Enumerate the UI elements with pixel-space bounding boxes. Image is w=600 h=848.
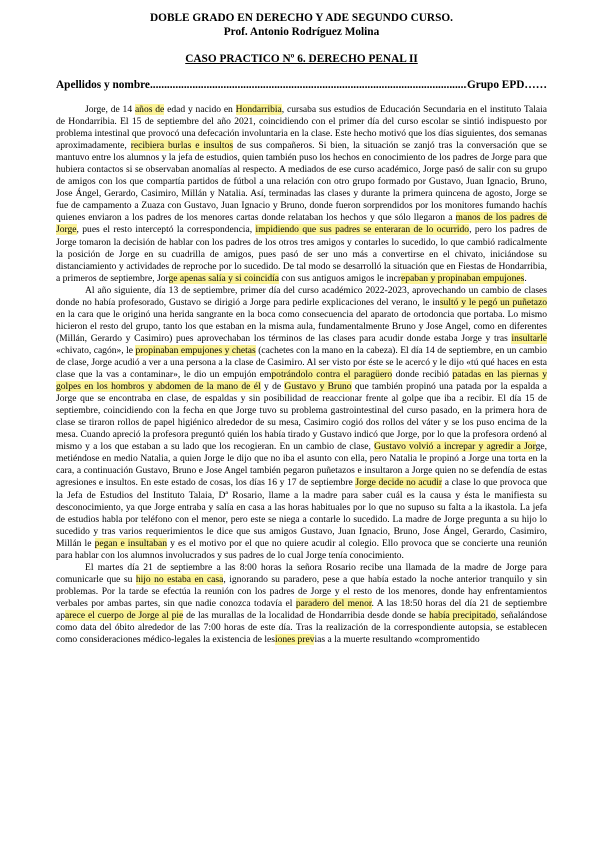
text-run: y es el motivo por el que no quiere acudir al colegio. Ello provoca que se concierte una reunión para hablar con los alumnos involucrados y sus padres de lo cual Jorge tenía conocimiento. <box>56 537 547 561</box>
highlighted-text: propinaban empujones y chetas <box>135 344 256 356</box>
highlighted-text: epaban y propinaban empujones <box>401 272 525 284</box>
text-run: . A las 18:50 horas del día 21 de septiembre ap <box>56 597 547 621</box>
text-run: edad y nacido en <box>164 104 236 115</box>
professor-name: Prof. Antonio Rodríguez Molina <box>223 25 380 38</box>
highlighted-text: recibiera burlas e insultos <box>130 140 234 152</box>
body-paragraph <box>56 104 547 285</box>
highlighted-text: insultarle <box>511 332 547 344</box>
case-body <box>56 104 547 646</box>
body-paragraph <box>56 562 547 646</box>
highlighted-text: manos de los padres de Jorge <box>56 212 547 236</box>
highlighted-text: Hondarribia <box>235 104 282 115</box>
course-title: DOBLE GRADO EN DERECHO Y ADE SEGUNDO CURSO. <box>150 12 453 24</box>
highlighted-text: iones prev <box>274 634 315 646</box>
body-paragraph <box>56 285 547 562</box>
text-run: de sus compañeros. Si bien, la situación se zanjó tras la conversación que se mantuvo entre los alumnos y la jefa de estudios, quien también puso los hechos en conocimiento de los padres de Jorge para que hubiera contactos si se observaban anomalías al respecto. A mediados de ese curso académico, Jorge pasó de salir con su grupo de amigos con los que compartía partidos de fútbol a una relación con otro grupo formado por Gustavo, Juan Ignacio, Bruno, Jose Ángel, Gerardo, Casimiro, Millán y Natalia. Así, terminadas las clases y durante la primera quincena de agosto, Jorge se fue de campamento a Zuaza con Gustavo, Juan Ignacio y Bruno, donde fueron sorprendidos por los monitores fumando hachís quienes enviaron a los padres de los menores cartas donde relataban los hechos y que sólo llegaron a <box>56 140 547 224</box>
text-run: que también propinó una patada por la espalda a Jorge que se encontraba en clase, de espaldas y sin posibilidad de reaccionar frente al golpe que iba a recibir. El día 15 de septiembre, coincidiendo con la fecha en que Jorge tuvo su problema gastrointestinal del curso pasado, en la primera hora de clase se tiraron rollos de papel higiénico alrededor de su mesa, Casimiro cogió dos rollos del váter y se los puso encima de la mesa. Cuando apreció la profesora preguntó quién los había tirado y Gustavo indicó que Jorge, por lo que la profesora ordenó al mismo y a los que estaban a su lado que los recogieran. En un cambio de clase, <box>56 381 547 453</box>
text-run: ge, metiéndose en medio Natalia, a quien Jorge le dijo que no iba el asunto con ella, pero Natalia le propinó a Jorge una torta en la cara, a continuación Gustavo, Bruno e Jose Angel también pegaron puñetazos e insultaron a Jorge quien no se defendía de estas agresiones e insultos. En este estado de cosas, los días 16 y 17 de septiembre <box>56 441 547 489</box>
dotted-fill <box>150 78 467 92</box>
group-label: Grupo EPD…… <box>466 79 547 91</box>
text-run: y de <box>260 381 285 393</box>
text-run: «chivato, cagón», le <box>56 344 136 356</box>
text-run: Jorge, de 14 <box>85 104 135 115</box>
name-group-line <box>56 78 547 92</box>
highlighted-text: paradero del menor <box>295 597 372 609</box>
highlighted-text: hijo no estaba en casa <box>135 573 224 585</box>
text-run: ias a la muerte resultando «compromentido <box>314 634 480 646</box>
highlighted-text: potrándolo contra el paragüero <box>271 369 393 381</box>
text-run: de las murallas de la localidad de Hondarribia desde donde se <box>183 609 430 621</box>
text-run: , pero los padres de Jorge tomaron la decisión de hablar con los padres de los otros tres amigos y contarles lo sucedido, lo que cambió radicalmente la posición de Jorge en su cuadrilla de amigos, pues pasó de ser uno más a convertirse en el chivato, iniciándose su distanciamiento y actividades de reproche por lo sucedido. De tal modo se desarrolló la situación que en Fiestas de Hondarribia, a primeros de septiembre, Jor <box>56 224 548 284</box>
text-run: . <box>524 272 527 284</box>
text-run: El martes día 21 de septiembre a las 8:00 horas la señora Rosario recibe una llamada de la madre de Jorge para comunicarle que su <box>56 561 547 585</box>
text-run: , pues el resto interceptó la correspondencia, <box>76 224 256 236</box>
highlighted-text: Gustavo volvió a increpar y agredir a Jor <box>374 441 536 453</box>
text-run: , ignorando su paradero, pese a que había estado la noche anterior tranquilo y sin problemas. Por la tarde se efectúa la reunión con los padres de Jorge y el resto de los menores, donde hay enfrentamientos verbales por ambas partes, sin que nadie conozca todavía el <box>56 573 547 609</box>
highlighted-text: Gustavo y Bruno <box>284 381 352 393</box>
highlighted-text: ge apenas salía y si coincidía <box>168 272 280 284</box>
text-run: a clase lo que provoca que la Jefa de Estudios del Instituto Talaia, Dª Rosario, llame a la madre para saber cuál es la causa y ésta le manifiesta su desconocimiento, ya que Jorge entraba y salía en casa a las horas habituales por lo que no supuso su falta a la ikastola. La jefa de estudios habla por teléfono con el menor, pero este se niega a contarle lo sucedido. La madre de Jorge pregunta a su hijo lo sucedido y tras varios requerimientos le dice que sus amigos Gustavo, Juan Ignacio, Bruno, Jose Ángel, Gerardo, Casimiro, Millán le <box>56 477 547 549</box>
text-run: donde recibió <box>392 369 453 381</box>
text-run: con sus antiguos amigos le incr <box>279 272 402 284</box>
highlighted-text: años de <box>134 104 165 115</box>
case-title: CASO PRACTICO Nº 6. DERECHO PENAL II <box>185 53 418 65</box>
highlighted-text: sultó y le pegó un puñetazo <box>439 296 547 308</box>
highlighted-text: había precipitado <box>429 609 496 621</box>
highlighted-text: Jorge decide no acudir <box>355 477 443 489</box>
highlighted-text: impidiendo que sus padres se enteraran de lo ocurrido <box>255 224 470 236</box>
highlighted-text: arece el cuerpo de Jorge al pie <box>65 609 184 621</box>
text-run: (cachetes con la mano en la cabeza). El día 14 de septiembre, en un cambio de clase, Jorge acudió a ver a una persona a la clase de Casimiro. Al ser visto por éste se le acercó y le dijo «tú qué haces en esta clase que la vas a contaminar», le dio un empujón em <box>56 344 547 381</box>
course-header <box>56 12 547 39</box>
highlighted-text: patadas en las piernas y golpes en los hombros y abdomen de la mano de él <box>56 369 547 393</box>
text-run: , señalándose como data del óbito alrededor de las 7:00 horas de este día. Tras la realización de la correspondiente autopsia, se establecen como consideraciones médico-legales la existencia de les <box>56 609 547 646</box>
text-run: , cursaba sus estudios de Educación Secundaria en el instituto Talaia de Hondarribia. El 15 de septiembre del año 2021, coincidiendo con el primer día del curso escolar se sintió indispuesto por problema intestinal que provocó una defecación involuntaria en la clase. Este hecho motivó que los días siguientes, dos semanas aproximadamente, <box>56 104 547 152</box>
text-run: Al año siguiente, día 13 de septiembre, primer día del curso académico 2022-2023, aprovechando un cambio de clases donde no había profesorado, Gustavo se dirigió a Jorge para pedirle explicaciones del verano, le in <box>56 284 547 308</box>
name-label: Apellidos y nombre <box>56 79 150 91</box>
text-run: en la cara que le originó una herida sangrante en la boca como consecuencia del aparato de ortodoncia que portaba. Lo mismo hicieron el resto del grupo, tanto los que estaban en la misma aula, fundamentalmente Bruno y Jose Angel, como en diferentes (Millán, Gerardo y Casimiro) pues aprovechaban los términos de las clases para acudir donde estaba Jorge y tras <box>56 308 547 344</box>
highlighted-text: pegan e insultaban <box>94 537 168 549</box>
